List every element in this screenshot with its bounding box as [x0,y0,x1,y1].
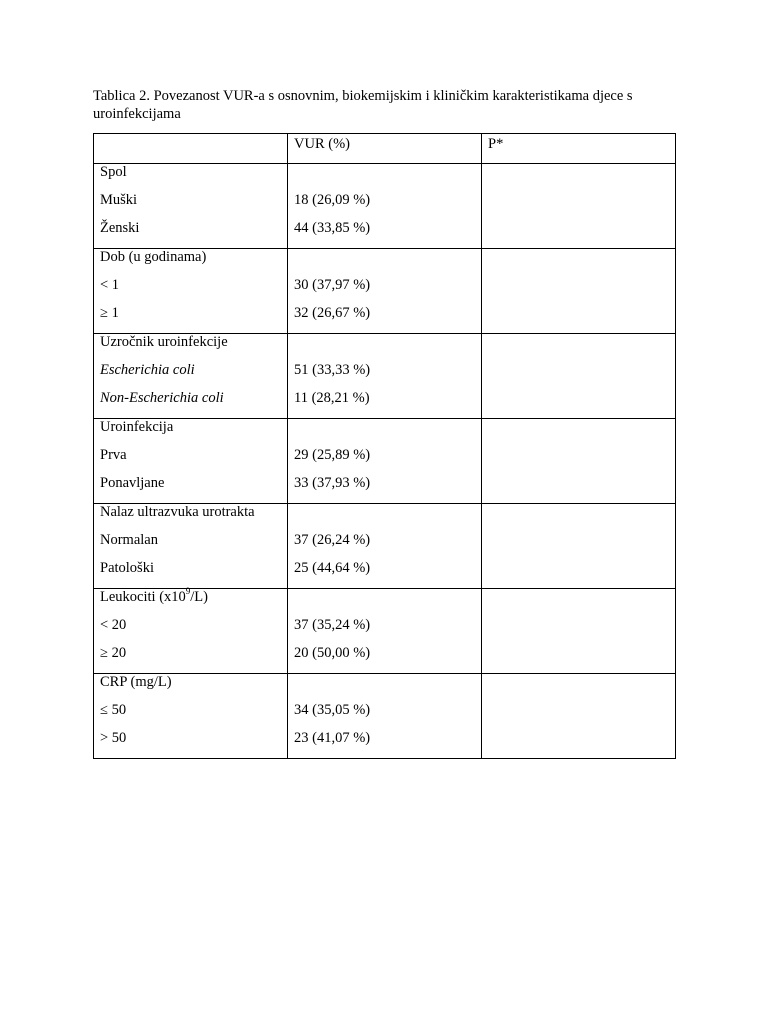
value-cell [288,419,482,504]
row-label: Prva [100,447,127,463]
group-title: Uzročnik uroinfekcije [100,334,228,350]
value-cell [288,674,482,759]
row-label: ≥ 1 [100,305,119,321]
row-label: < 20 [100,617,127,633]
row-label: ≥ 20 [100,645,127,661]
table-row [94,589,676,674]
row-label: Normalan [100,532,158,548]
row-value: 23 (41,07 %) [294,730,371,746]
header-cell-p: P* [482,134,676,164]
row-value: 51 (33,33 %) [294,362,371,378]
p-cell [482,164,676,249]
header-cell-label [94,134,288,164]
group-title: Dob (u godinama) [100,249,207,265]
header-cell-vur: VUR (%) [288,134,482,164]
row-label: Muški [100,192,138,208]
row-value: 30 (37,97 %) [294,277,371,293]
vur-table [93,133,676,759]
label-cell [94,419,288,504]
p-cell [482,589,676,674]
p-cell [482,249,676,334]
row-value: 37 (35,24 %) [294,617,371,633]
row-label: Patološki [100,560,154,576]
row-label: > 50 [100,730,127,746]
group-title [100,586,287,617]
row-value: 18 (26,09 %) [294,192,371,208]
p-cell [482,674,676,759]
value-cell [288,334,482,419]
p-cell [482,504,676,589]
value-cell [288,164,482,249]
row-value: 25 (44,64 %) [294,560,371,576]
group-title-sup: 9 [185,586,191,597]
label-cell [94,334,288,419]
table-row [94,504,676,589]
table-row [94,674,676,759]
row-value: 11 (28,21 %) [294,390,370,406]
row-value: 44 (33,85 %) [294,220,371,236]
row-value: 33 (37,93 %) [294,475,371,491]
group-title: CRP (mg/L) [100,674,172,690]
label-cell [94,504,288,589]
row-value: 34 (35,05 %) [294,702,371,718]
label-cell [94,249,288,334]
p-cell [482,334,676,419]
label-cell [94,164,288,249]
row-label: Escherichia coli [100,362,195,378]
row-label: Ženski [100,220,140,236]
group-title: Uroinfekcija [100,419,174,435]
group-title: Nalaz ultrazvuka urotrakta [100,504,255,520]
table-row [94,419,676,504]
group-title-post: /L) [190,589,208,605]
label-cell [94,674,288,759]
row-label: ≤ 50 [100,702,127,718]
row-value: 32 (26,67 %) [294,305,371,321]
row-label: < 1 [100,277,120,293]
row-value: 20 (50,00 %) [294,645,371,661]
label-cell [94,586,288,674]
table-caption: Tablica 2. Povezanost VUR-a s osnovnim, biokemijskim i kliničkim karakteristikama djece s uroinfekcijama [93,88,633,122]
group-title-pre: Leukociti (x10 [100,589,186,605]
group-title: Spol [100,164,127,180]
row-label: Ponavljane [100,475,165,491]
row-label: Non-Escherichia coli [100,390,224,406]
table-row [94,249,676,334]
table-row [94,334,676,419]
value-cell [288,589,482,674]
table-header-row [94,134,676,164]
value-cell [288,249,482,334]
row-value: 29 (25,89 %) [294,447,371,463]
table-row [94,164,676,249]
p-cell [482,419,676,504]
value-cell [288,504,482,589]
row-value: 37 (26,24 %) [294,532,371,548]
